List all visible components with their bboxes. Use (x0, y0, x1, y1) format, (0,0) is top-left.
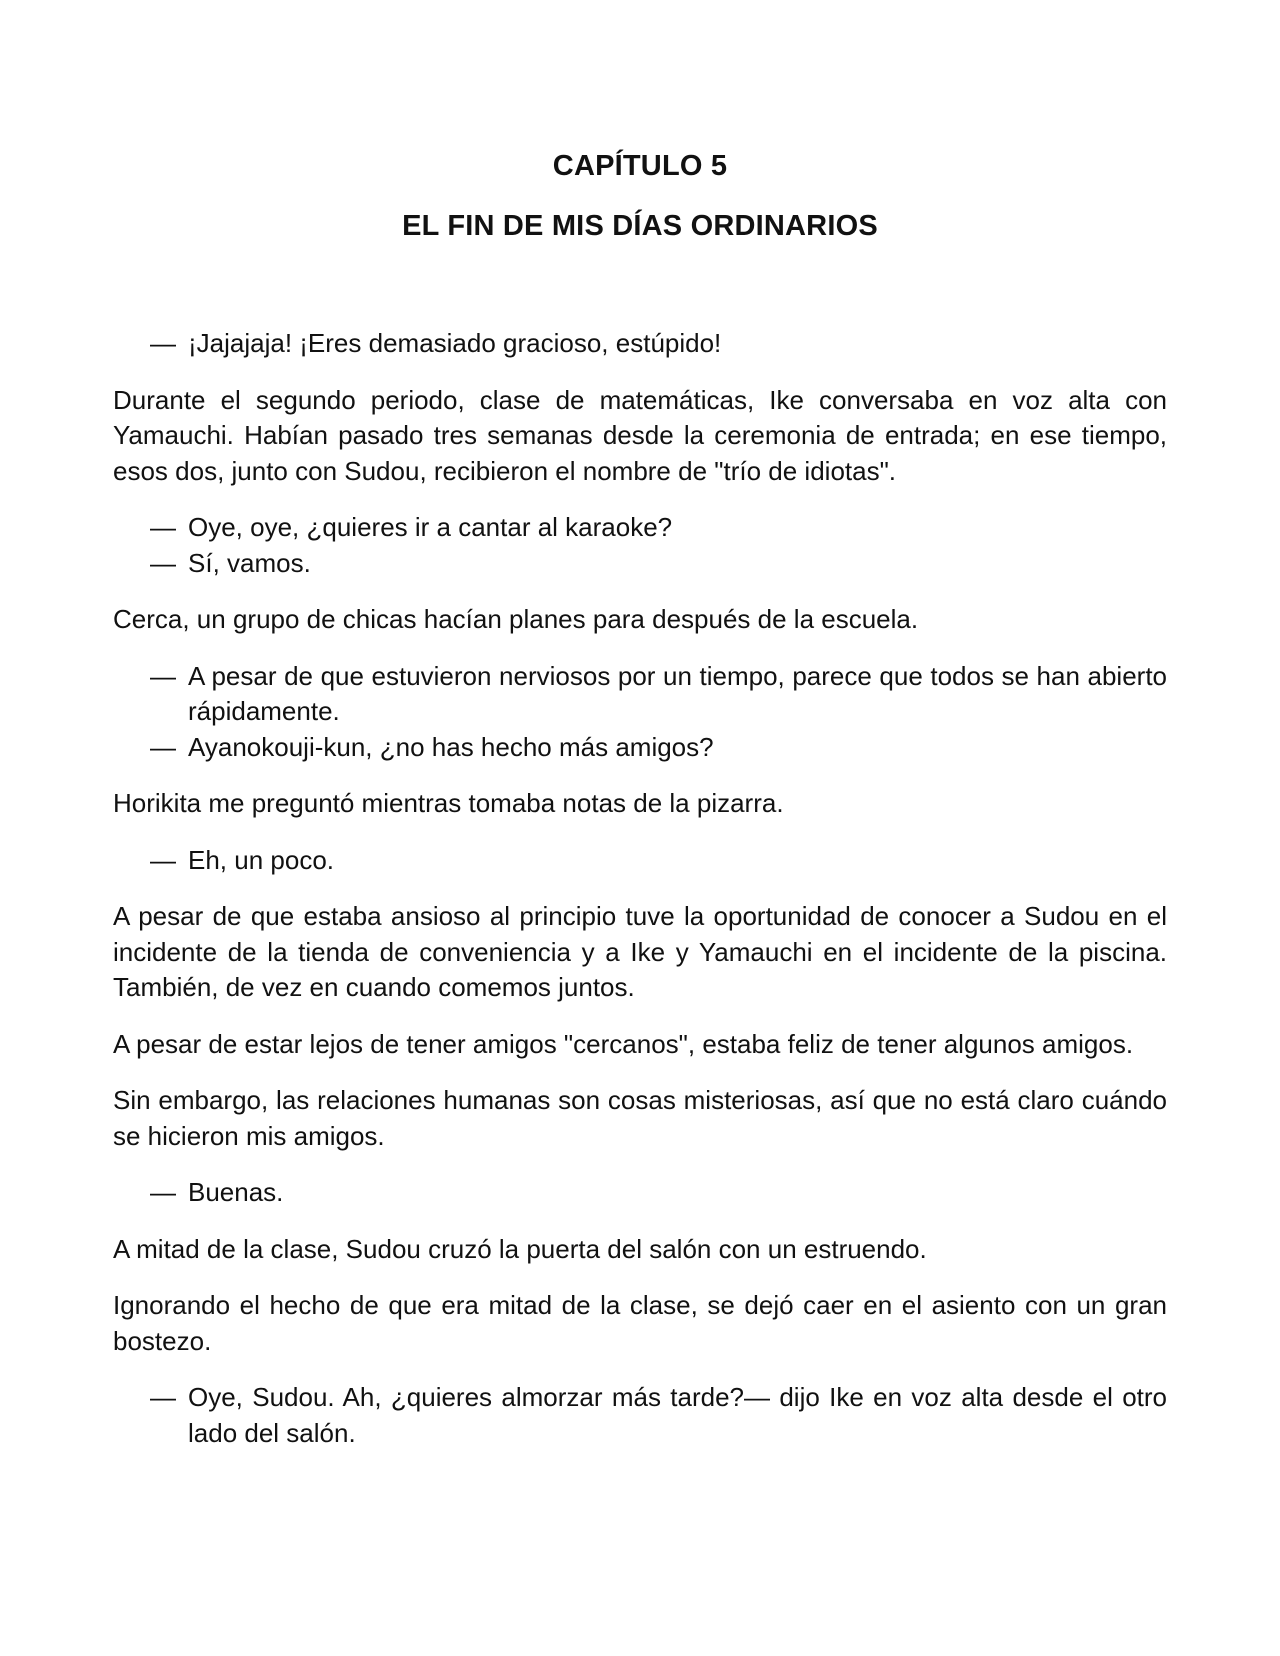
dialogue-line (113, 659, 1167, 730)
dialogue-line (113, 510, 1167, 546)
document-page (113, 0, 1167, 1656)
paragraph: A pesar de estar lejos de tener amigos "cercanos", estaba feliz de tener algunos amigos. (113, 1028, 1134, 1059)
dialogue-text: Oye, oye, ¿quieres ir a cantar al karaoke? (188, 512, 673, 542)
dialogue-line (113, 1380, 1167, 1451)
dialogue-text: ¡Jajajaja! ¡Eres demasiado gracioso, estúpido! (188, 328, 722, 358)
paragraph: Ignorando el hecho de que era mitad de la clase, se dejó caer en el asiento con un gran bostezo. (113, 1290, 1167, 1356)
dialogue-text: Buenas. (188, 1177, 284, 1207)
dialogue-line (113, 730, 1167, 766)
dialogue-text: Oye, Sudou. Ah, ¿quieres almorzar más tarde?— dijo Ike en voz alta desde el otro lado del salón. (188, 1382, 1167, 1448)
dialogue-dash: — (150, 660, 176, 691)
paragraph: A mitad de la clase, Sudou cruzó la puerta del salón con un estruendo. (113, 1233, 927, 1264)
paragraph: Horikita me preguntó mientras tomaba notas de la pizarra. (113, 788, 784, 818)
dialogue-dash: — (150, 512, 176, 542)
dialogue-dash: — (150, 328, 176, 358)
chapter-title: EL FIN DE MIS DÍAS ORDINARIOS (402, 210, 878, 242)
paragraph: Sin embargo, las relaciones humanas son cosas misteriosas, así que no está claro cuándo se hicieron mis amigos. (113, 1085, 1167, 1151)
paragraph: Durante el segundo periodo, clase de matemáticas, Ike conversaba en voz alta con Yamauchi. Habían pasado tres semanas desde la ceremonia de entrada; en ese tiempo, esos dos, junto con Sudou, recibieron el nombre de "trío de idiotas". (113, 384, 1167, 486)
dialogue-dash: — (150, 1177, 176, 1207)
dialogue-dash: — (150, 731, 176, 762)
dialogue-text: Sí, vamos. (188, 547, 311, 578)
dialogue-dash: — (150, 844, 176, 875)
dialogue-text: Eh, un poco. (188, 844, 334, 875)
paragraph: A pesar de que estaba ansioso al principio tuve la oportunidad de conocer a Sudou en el incidente de la tienda de conveniencia y a Ike y Yamauchi en el incidente de la piscina. También, de vez en cuando comemos juntos. (113, 901, 1167, 1002)
paragraph: Cerca, un grupo de chicas hacían planes para después de la escuela. (113, 604, 919, 634)
dialogue-line (113, 843, 1167, 879)
chapter-number: CAPÍTULO 5 (552, 150, 728, 182)
dialogue-dash: — (150, 547, 176, 578)
chapter-body (113, 326, 1167, 1472)
dialogue-line (113, 326, 1167, 362)
dialogue-line (113, 1175, 1167, 1211)
dialogue-dash: — (150, 1382, 176, 1412)
dialogue-line (113, 546, 1167, 582)
dialogue-text: A pesar de que estuvieron nerviosos por un tiempo, parece que todos se han abierto rápidamente. (188, 660, 1167, 726)
dialogue-text: Ayanokouji-kun, ¿no has hecho más amigos? (188, 731, 714, 762)
